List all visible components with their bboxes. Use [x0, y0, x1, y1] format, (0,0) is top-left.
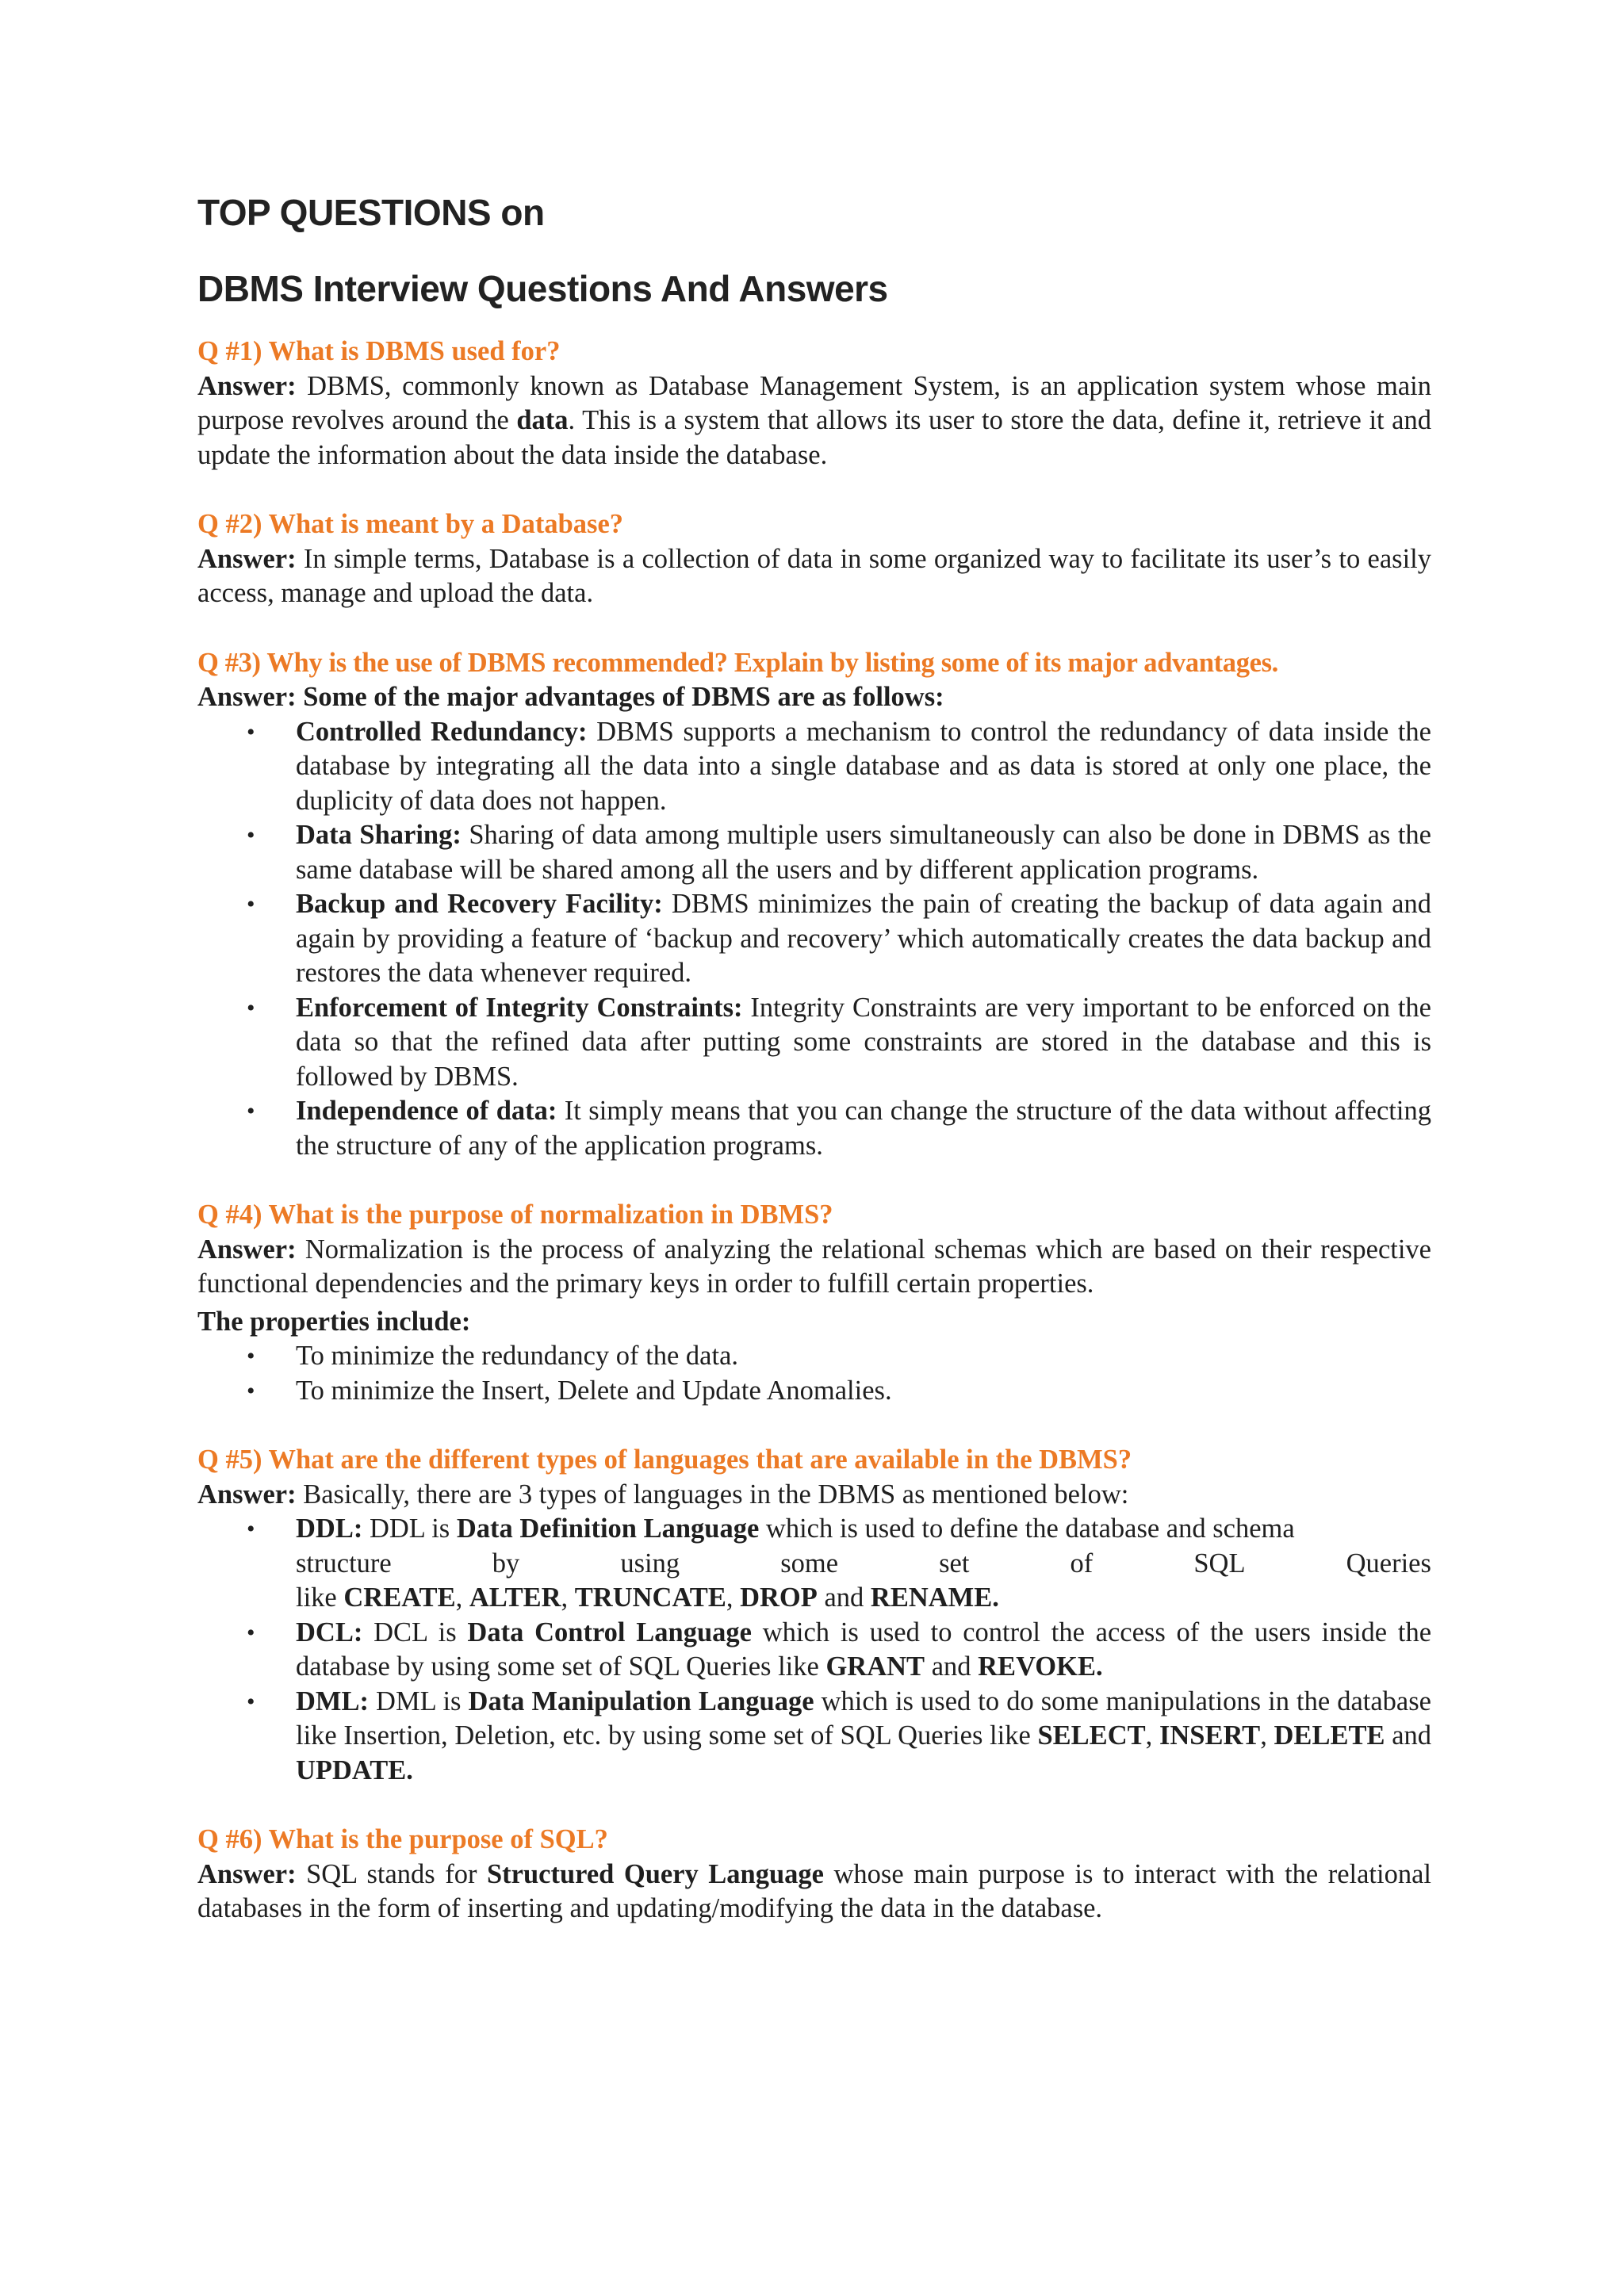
conjunction: and [1392, 1720, 1432, 1751]
answer-5-text: Basically, there are 3 types of languages in the DBMS as mentioned below: [296, 1479, 1129, 1510]
list-item [296, 715, 1431, 819]
answer-label: Answer: [197, 1234, 297, 1265]
list-item-text: Integrity Constraints are very important to be enforced on the data so that the refined data after putting some constraints are stored in the database and this is followed by DBMS. [296, 992, 1431, 1092]
qa-block-6 [197, 1823, 1431, 1927]
conjunction: and [931, 1651, 971, 1682]
properties-heading: The properties include: [197, 1306, 471, 1337]
list-item [296, 1094, 1431, 1163]
answer-6-text-a: SQL stands for [296, 1858, 487, 1889]
ddl-word: some [780, 1548, 839, 1578]
list-item-text: DBMS minimizes the pain of creating the backup of data again and again by providing a feature of ‘backup and recovery’ which automatically creates the data backup and restores the data whenever required. [296, 889, 1431, 988]
separator: , [1145, 1720, 1153, 1751]
list-item [296, 991, 1431, 1095]
sql-keyword: REVOKE. [978, 1651, 1103, 1682]
advantages-list [197, 715, 1431, 1164]
answer-5 [197, 1478, 1431, 1513]
separator: , [561, 1582, 569, 1613]
separator: , [1260, 1720, 1267, 1751]
list-item [296, 887, 1431, 991]
list-item-ddl [296, 1512, 1431, 1616]
answer-4-text: Normalization is the process of analyzing the relational schemas which are based on their respective functional dependencies and the primary keys in order to fulfill certain properties. [197, 1234, 1431, 1299]
qa-block-4 [197, 1198, 1431, 1408]
qa-block-2 [197, 507, 1431, 611]
ddl-line-1 [296, 1512, 1431, 1547]
document-title-line-1: TOP QUESTIONS on [197, 192, 545, 233]
answer-1-text-a: DBMS, commonly known as Database Management System, is an application system whose main purpose revolves around the [197, 370, 1431, 435]
question-2: Q #2) What is meant by a Database? [197, 509, 624, 539]
answer-6 [197, 1858, 1431, 1927]
qa-block-3 [197, 646, 1431, 1164]
answer-2-text: In simple terms, Database is a collection of data in some organized way to facilitate its user’s to easily access, manage and upload the data. [197, 543, 1431, 608]
ddl-text: DDL is [362, 1513, 457, 1544]
sql-keyword: SELECT [1037, 1720, 1146, 1751]
sql-keyword: INSERT [1159, 1720, 1261, 1751]
separator: , [455, 1582, 463, 1613]
ddl-text: like [296, 1582, 344, 1613]
ddl-text: which is used to define the database and schema [759, 1513, 1295, 1544]
answer-3-intro: Some of the major advantages of DBMS are as follows: [296, 682, 944, 712]
ddl-line-2 [296, 1547, 1431, 1582]
answer-3 [197, 680, 1431, 715]
properties-list [197, 1339, 1431, 1408]
dcl-term: DCL: [296, 1617, 363, 1647]
dml-bold: Data Manipulation Language [468, 1686, 814, 1716]
dcl-text: DCL is [362, 1617, 468, 1647]
list-item-text: DBMS supports a mechanism to control the redundancy of data inside the database by integrating all the data into a single database and as data is stored at only one place, the duplicity of data does not happen. [296, 716, 1431, 816]
list-item [296, 818, 1431, 887]
qa-block-1 [197, 335, 1431, 473]
list-item: • To minimize the Insert, Delete and Update Anomalies. [296, 1374, 1431, 1409]
dcl-text: which is used to control the access of the users inside the database by using some set of SQL Queries like [296, 1617, 1432, 1682]
answer-label: Answer: [197, 543, 297, 574]
sql-keyword: DELETE [1274, 1720, 1385, 1751]
sql-keyword: ALTER [469, 1582, 561, 1613]
question-3: Q #3) Why is the use of DBMS recommended? Explain by listing some of its major advantages. [197, 647, 1278, 678]
answer-1-bold-data: data [516, 405, 569, 435]
ddl-bold: Data Definition Language [456, 1513, 760, 1544]
question-5: Q #5) What are the different types of languages that are available in the DBMS? [197, 1445, 1132, 1475]
ddl-word: structure [296, 1548, 392, 1578]
list-item: • To minimize the redundancy of the data. [296, 1339, 1431, 1374]
dml-term: DML: [296, 1686, 369, 1716]
list-item-term: Controlled Redundancy: [296, 716, 588, 747]
sql-keyword: DROP [740, 1582, 818, 1613]
answer-2 [197, 542, 1431, 611]
sql-keyword: GRANT [825, 1651, 925, 1682]
sql-keyword: CREATE [343, 1582, 456, 1613]
languages-list [197, 1512, 1431, 1788]
question-4: Q #4) What is the purpose of normalization in DBMS? [197, 1200, 833, 1230]
document-page [197, 190, 1431, 1961]
ddl-word: set [939, 1548, 970, 1578]
answer-6-text-b: whose main purpose is to interact with the relational databases in the form of inserting and updating/modifying the data in the database. [197, 1858, 1432, 1923]
answer-label: Answer: [197, 1858, 297, 1889]
ddl-term: DDL: [296, 1513, 363, 1544]
answer-label: Answer: [197, 370, 297, 401]
list-item-term: Independence of data: [296, 1096, 557, 1126]
list-item-text: It simply means that you can change the structure of the data without affecting the structure of any of the application programs. [296, 1096, 1431, 1161]
answer-1-text-b: . This is a system that allows its user to store the data, define it, retrieve it and update the information about the data inside the database. [197, 405, 1431, 470]
sql-keyword: TRUNCATE [574, 1582, 726, 1613]
answer-label: Answer: [197, 1479, 297, 1510]
question-1: Q #1) What is DBMS used for? [197, 336, 561, 366]
dml-text: which is used to do some manipulations in the database like Insertion, Deletion, etc. by using some set of SQL Queries like [296, 1686, 1431, 1751]
dml-text: DML is [368, 1686, 469, 1716]
answer-4 [197, 1233, 1431, 1302]
separator: , [726, 1582, 733, 1613]
ddl-word: SQL [1193, 1548, 1246, 1578]
list-item-dcl [296, 1616, 1431, 1685]
sql-keyword: RENAME. [870, 1582, 999, 1613]
answer-label: Answer: [197, 682, 297, 712]
ddl-word: Queries [1346, 1548, 1431, 1578]
conjunction: and [824, 1582, 864, 1613]
list-item-term: Backup and Recovery Facility: [296, 889, 663, 919]
ddl-word: using [620, 1548, 680, 1578]
ddl-word: of [1070, 1548, 1094, 1578]
ddl-word: by [492, 1548, 520, 1578]
list-item-term: Data Sharing: [296, 820, 462, 850]
list-item-text: Sharing of data among multiple users simultaneously can also be done in DBMS as the same database will be shared among all the users and by different application programs. [296, 820, 1431, 885]
answer-1 [197, 369, 1431, 473]
sql-keyword: UPDATE. [296, 1755, 413, 1785]
document-title-line-2: DBMS Interview Questions And Answers [197, 268, 888, 309]
list-item-dml [296, 1685, 1431, 1789]
dcl-bold: Data Control Language [467, 1617, 752, 1647]
qa-block-5 [197, 1443, 1431, 1788]
ddl-line-3 [296, 1581, 1431, 1616]
question-6: Q #6) What is the purpose of SQL? [197, 1824, 608, 1854]
answer-6-bold: Structured Query Language [487, 1858, 824, 1889]
list-item-term: Enforcement of Integrity Constraints: [296, 992, 743, 1023]
